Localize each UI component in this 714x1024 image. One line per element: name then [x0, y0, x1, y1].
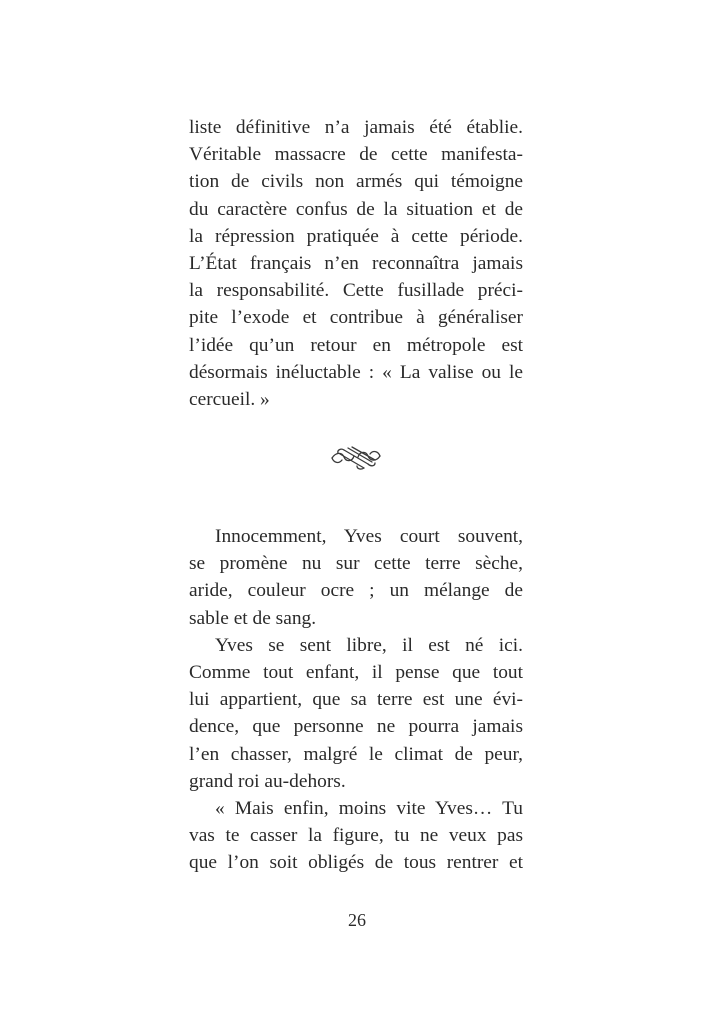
text-line: lui appartient, que sa terre est une évi-: [189, 689, 523, 711]
text-line: grand roi au-dehors.: [189, 770, 346, 792]
text-line: liste définitive n’a jamais été établie.: [189, 117, 523, 138]
text-line: tion de civils non armés qui témoigne: [189, 171, 523, 193]
page-number: 26: [348, 910, 366, 930]
fleuron-knot-icon: [189, 437, 523, 477]
text-line: sable et de sang.: [189, 607, 317, 629]
text-line: Yves se sent libre, il est né ici.: [215, 634, 523, 656]
paragraph-3: [189, 632, 523, 795]
paragraph-2: [189, 523, 523, 632]
text-line: vas te casser la figure, tu ne veux pas: [189, 825, 523, 847]
paragraph-4: [189, 795, 523, 877]
text-line: que l’on soit obligés de tous rentrer et: [189, 852, 523, 874]
text-line: la responsabilité. Cette fusillade préci-: [189, 280, 523, 302]
text-line: L’État français n’en reconnaîtra jamais: [189, 252, 523, 274]
text-line: se promène nu sur cette terre sèche,: [189, 553, 523, 575]
text-line: aride, couleur ocre ; un mélange de: [189, 580, 523, 602]
page-body: [189, 114, 523, 877]
text-line: cercueil. »: [189, 388, 270, 410]
text-line: l’idée qu’un retour en métropole est: [189, 334, 523, 356]
text-line: « Mais enfin, moins vite Yves… Tu: [215, 797, 523, 819]
text-line: du caractère confus de la situation et de: [189, 198, 523, 220]
text-line: dence, que personne ne pourra jamais: [189, 716, 523, 738]
text-line: Comme tout enfant, il pense que tout: [189, 662, 523, 683]
text-line: l’en chasser, malgré le climat de peur,: [189, 743, 523, 765]
text-line: Véritable massacre de cette manifesta-: [189, 144, 523, 166]
text-line: pite l’exode et contribue à généraliser: [189, 307, 523, 329]
text-line: désormais inéluctable : « La valise ou le: [189, 361, 523, 383]
text-line: la répression pratiquée à cette période.: [189, 225, 523, 247]
paragraph-1: [189, 114, 523, 413]
text-line: Innocemment, Yves court souvent,: [215, 526, 523, 548]
